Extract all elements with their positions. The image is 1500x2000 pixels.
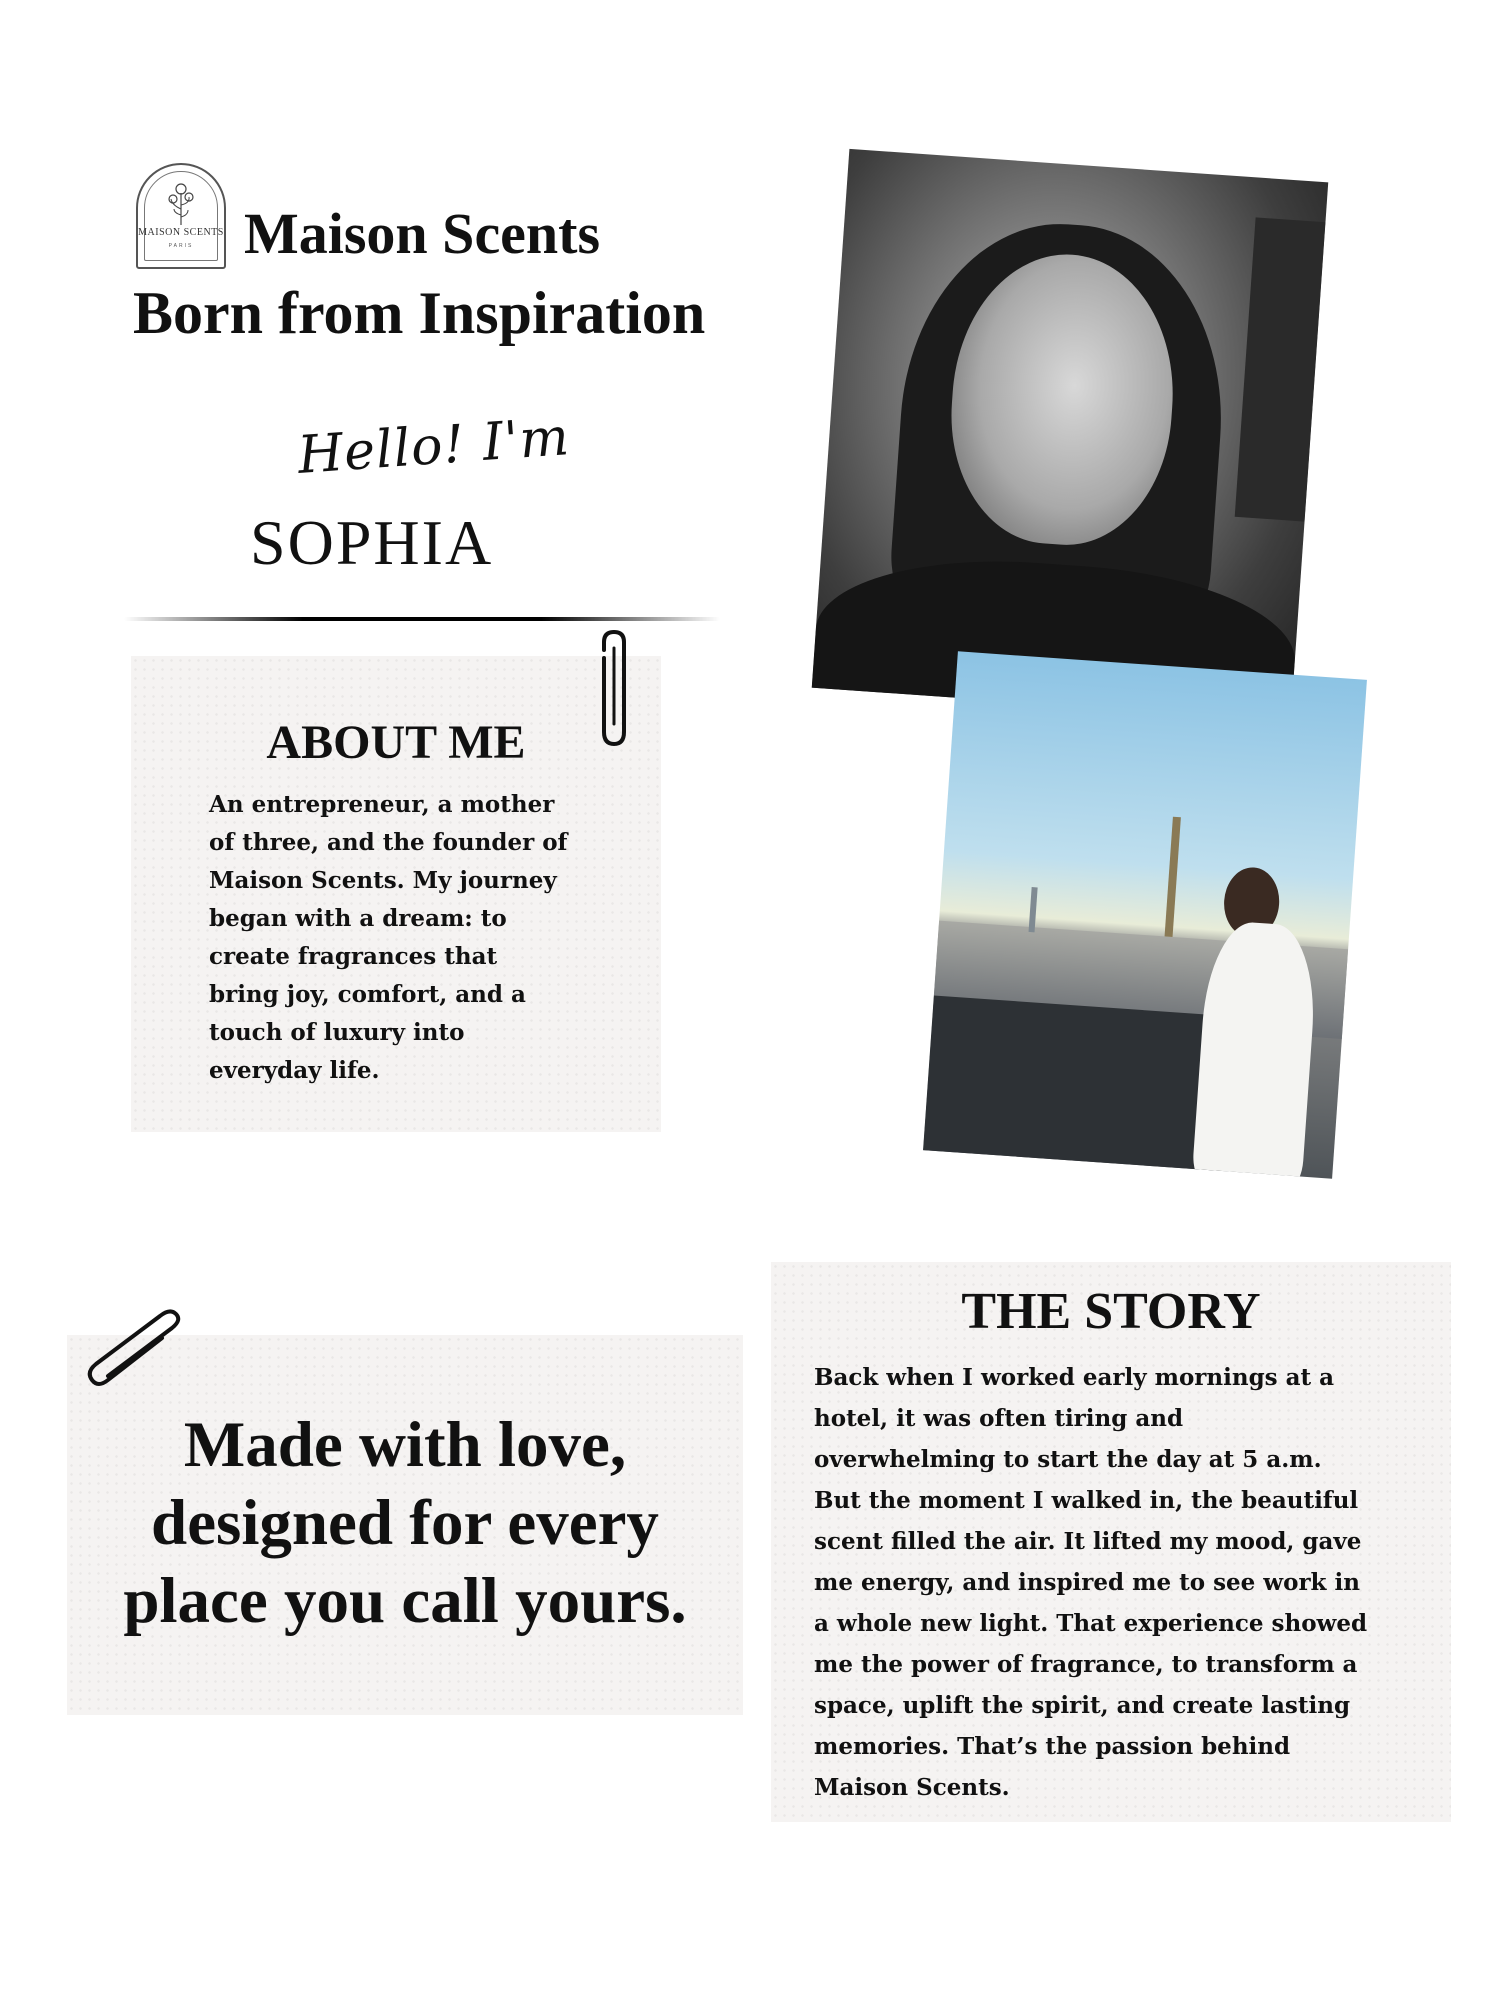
- about-line: bring joy, comfort, and a: [209, 981, 526, 1008]
- story-body: [814, 1357, 1444, 1808]
- story-line: a whole new light. That experience showed: [814, 1610, 1368, 1637]
- founder-portrait-photo: [812, 149, 1328, 721]
- tagline-text: [67, 1406, 743, 1640]
- paperclip-icon: [596, 628, 632, 750]
- page-title-line2: Born from Inspiration: [133, 280, 706, 346]
- story-line: hotel, it was often tiring and: [814, 1405, 1184, 1432]
- founder-name: SOPHIA: [250, 507, 494, 578]
- about-line: Maison Scents. My journey: [209, 867, 557, 894]
- logo-brand-text: MAISON SCENTS: [138, 227, 224, 238]
- paperclip-icon: [84, 1306, 194, 1396]
- tagline-line: Made with love,: [183, 1409, 627, 1481]
- about-line: create fragrances that: [209, 943, 498, 970]
- story-line: But the moment I walked in, the beautiful: [814, 1487, 1359, 1514]
- brand-logo: [136, 163, 226, 269]
- story-heading: THE STORY: [961, 1283, 1261, 1340]
- story-line: me the power of fragrance, to transform a: [814, 1651, 1358, 1678]
- about-heading: ABOUT ME: [266, 716, 526, 769]
- about-line: began with a dream: to: [209, 905, 507, 932]
- story-line: overwhelming to start the day at 5 a.m.: [814, 1446, 1322, 1473]
- tagline-line: place you call yours.: [123, 1565, 687, 1637]
- story-line: me energy, and inspired me to see work in: [814, 1569, 1360, 1596]
- greeting-script: Hello! I'm: [295, 407, 572, 486]
- paris-balcony-photo: [923, 651, 1367, 1178]
- section-divider: [124, 617, 720, 621]
- about-line: everyday life.: [209, 1057, 380, 1084]
- logo-sub-text: PARIS: [168, 243, 194, 249]
- about-body: [209, 786, 629, 1090]
- story-line: space, uplift the spirit, and create lasting: [814, 1692, 1351, 1719]
- page-title-line1: Maison Scents: [244, 201, 601, 266]
- story-line: Maison Scents.: [814, 1774, 1010, 1801]
- story-line: memories. That’s the passion behind: [814, 1733, 1291, 1760]
- story-line: scent filled the air. It lifted my mood, gave: [814, 1528, 1362, 1555]
- tagline-line: designed for every: [151, 1487, 659, 1559]
- about-line: of three, and the founder of: [209, 829, 568, 856]
- about-line: touch of luxury into: [209, 1019, 465, 1046]
- story-line: Back when I worked early mornings at a: [814, 1364, 1335, 1391]
- about-line: An entrepreneur, a mother: [209, 791, 555, 818]
- flower-icon: [166, 179, 196, 225]
